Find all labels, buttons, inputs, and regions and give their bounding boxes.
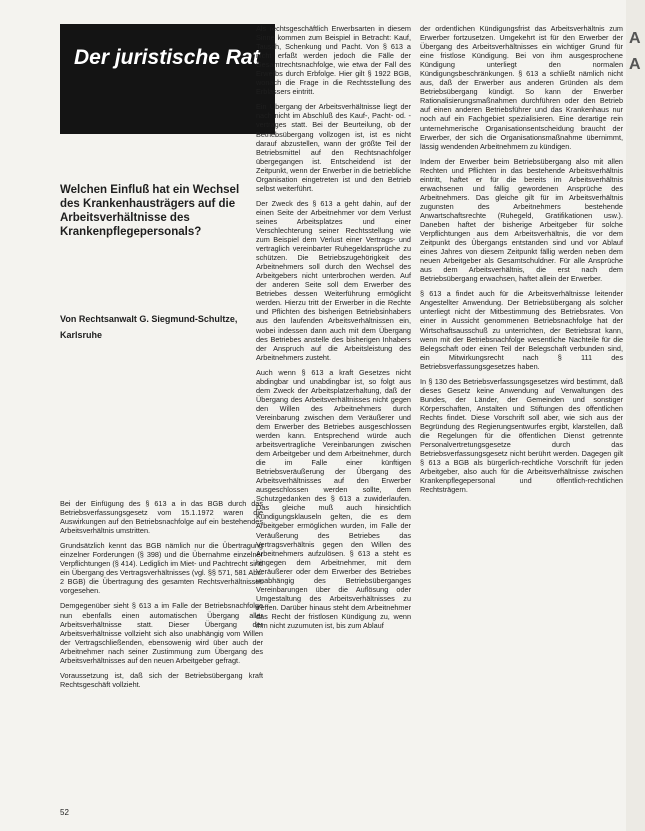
paragraph: In § 130 des Betriebsverfassungsgesetzes wird bestimmt, daß dieses Gesetz keine Anwendung auf Verwaltungen des Bundes, der Länder, der Gemeinden und sonstiger Körperschaften, Anstalten und Stiftungen des öffentlichen Rechts findet. Diese Vorschrift soll aber, wie sich aus der Begründung des Regierungsentwurfes ergibt, klarstellen, daß die Regelungen für die öffentlichen Dienst getrennte Personalvertretungsgesetze durch das Betriebsverfassungsgesetz nicht berührt werden. Dagegen gilt § 613 a BGB als bürgerlich-rechtliche Vorschrift für jeden Arbeitgeber, also auch für die Arbeitsverhältnisse zwischen Krankenpflegepersonal und öffentlich-rechtlichen Rechtsträgern. [420,376,623,495]
edge-letter: A [629,56,641,73]
column-title: Der juristische Rat [74,46,260,69]
paragraph: Als rechtsgeschäftlich Erwerbsarten in diesem Sinne kommen zum Beispiel in Betracht: Kauf, Tausch, Schenkung und Pacht. Von § 613 a nicht erfaßt werden jedoch die Fälle der Gesamtrechtsnachfolge, wie etwa der Fall des Erwerbs durch Erbfolge. Hier gilt § 1922 BGB, wonach die Frage in die Rechtsstellung des Erblassers eintritt. [256,24,411,97]
paragraph: Bei der Einfügung des § 613 a in das BGB durch das Betriebsverfassungsgesetz vom 15.1.1972 waren die Auswirkungen auf den Betriebsnachfolge auf ein bestehendes Arbeitsverhältnis umstritten. [60,499,263,536]
paragraph: Ein Übergang der Arbeitsverhältnisse liegt der nach nicht im Abschluß des Kauf-, Pacht- od. -vertrages statt. Bei der Beurteilung, ob der Betriebsübergang vollzogen ist, ist es nicht darauf abzustellen, wann der größte Teil der Betriebsmittel auf den Rechtsnachfolger übergegangen ist. Entscheidend ist der Zeitpunkt, wenn der Erwerber in die betriebliche Organisation eingetreten ist und den Betrieb selbst weiterführt. [256,102,411,193]
author-byline: Von Rechtsanwalt G. Siegmund-Schultze, Karlsruhe [60,314,238,340]
text-column-1 [60,499,263,695]
paragraph: Voraussetzung ist, daß sich der Betriebsübergang kraft Rechtsgeschäft vollzieht. [60,670,263,689]
edge-letter: A [629,30,641,47]
text-column-3 [420,24,623,500]
adjacent-page-edge [626,0,645,831]
paragraph: Demgegenüber sieht § 613 a im Falle der Betriebsnachfolge nun ebenfalls einen automatischen Übergang aller Arbeitsverhältnisse statt. Dieser Übergang der Arbeitsverhältnisse vollzieht sich also unabhängig vom Willen der Vertragschließenden, ebensowenig wird über auch der Arbeitnehmer nach seiner Zustimmung zum Übergang des Arbeitsverhältnisses auf den neuen Arbeitgeber gefragt. [60,601,263,665]
paragraph: Indem der Erwerber beim Betriebsübergang also mit allen Rechten und Pflichten in das bestehende Arbeitsverhältnis eintritt, haftet er für die bereits im Arbeitsverhältnis erwachsenen und fällig gewordenen Ansprüche des Arbeitnehmers. Das gleiche gilt für im Arbeitsverhältnis zugunsten des Arbeitnehmers bestehende Anwartschaftsrechte (Ruhegeld, Gratifikationen usw.). Daneben haftet der bisherige Arbeitgeber für solche Verpflichtungen aus dem Arbeitsverhältnis, die vor dem Zeitpunkt des Übergangs entstanden sind und vor Ablauf eines Jahres von diesem Zeitpunkt fällig werden neben dem neuen Arbeitgeber als Gesamtschuldner. Für alle Ansprüche aus dem Arbeitsverhältnis, die erst nach dem Betriebsübergang erwachsen, haftet allein der Erwerber. [420,156,623,284]
paragraph: Grundsätzlich kennt das BGB nämlich nur die Übertragung einzelner Forderungen (§ 398) und die Übernahme einzelner Verpflichtungen (§ 414). Lediglich im Miet- und Pachtrecht sind ein Übergang des Vertragsverhältnisses (vgl. §§ 571, 581 Abs. 2 BGB) die Übertragung des gesamten Rechtsverhältnisses vorgesehen. [60,541,263,596]
paragraph: Der Zweck des § 613 a geht dahin, auf der einen Seite der Arbeitnehmer vor dem Verlust seines Arbeitsplatzes und einer Verschlechterung seiner Rechtsstellung wie zum Beispiel dem Verlust einer Vertrags- und vertraglich vereinbarter Ruhegeldansprüche zu schützen. Die Betriebszugehörigkeit des Arbeitnehmers soll durch den Wechsel des Arbeitgebers nicht unterbrochen werden. Auf der anderen Seite soll dem Erwerber des Betriebes dessen Weiterführung ermöglicht werden. Hierzu tritt der Erwerber in die Rechte und Pflichten des bisherigen Betriebsinhabers aus den laufenden Arbeitsverhältnissen ein, wobei indessen dann auch mit dem Übergang des Betriebes anstelle des bisherigen Inhabers der Anspruch auf die Arbeitsleistung des Arbeitnehmers zusteht. [256,198,411,362]
article-question: Welchen Einfluß hat ein Wechsel des Krankenhausträgers auf die Arbeitsverhältnisse des Krankenpflegepersonals? [60,184,240,238]
text-column-2 [256,24,411,636]
paragraph: § 613 a findet auch für die Arbeitsverhältnisse leitender Angestellter Anwendung. Der Betriebsübergang als solcher unterliegt nicht der Mitbestimmung des Betriebsrates. Von einer in Aussicht genommenen Betriebsnachfolge hat der Wirtschaftsausschuß zu unterrichten, der Betriebsrat kann, wenn mit der Betriebsnachfolge wesentliche Nachteile für die Belegschaft oder einen Teil der Belegschaft verbunden sind, ein Mitwirkungsrecht nach § 111 des Betriebsverfassungsgesetzes haben. [420,289,623,371]
paragraph: der ordentlichen Kündigungsfrist das Arbeitsverhältnis zum Erwerber fortzusetzen. Umgekehrt ist für den Erwerber der Übergang des Arbeitsverhältnisses ein wichtiger Grund für eine fristlose Kündigung. Bei von ihm ausgesprochene Kündigung unterliegt den normalen Kündigungsbeschränkungen. § 613 a schließt nämlich nicht aus, daß der Erwerber aus anderen Gründen als dem Betriebsübergang kündigt. So kann der Erwerber Rationalisierungsmaßnahmen durchführen oder den Betrieb auf einen anderen Betriebsführer und das Krankenhaus nur noch auf ein Fachgebiet spezialisieren. Eine derartige rein unternehmerische Organisationsentscheidung braucht der Erwerber, der sich die Organisationsmaßnahme übernimmt, lässig wendenden Arbeitnehmern zu kündigen. [420,24,623,151]
paragraph: Auch wenn § 613 a kraft Gesetzes nicht abdingbar und unabdingbar ist, so folgt aus dem Zweck der Arbeitsplatzerhaltung, daß der Übergang des Arbeitsverhältnisses nicht gegen den Willen des Arbeitnehmers durch Vereinbarung zwischen dem Veräußerer und dem Erwerber des Betriebes ausgeschlossen werden kann. Entsprechend würde auch arbeitsvertragliche Vereinbarungen zwischen dem Arbeitgeber und dem Arbeitnehmer, durch die im Falle einer künftigen Betriebsveräußerung der Übergang des Arbeitsverhältnisses auf den Erwerber ausgeschlossen werden sollte, dem Schutzgedanken des § 613 a zuwiderlaufen. Das gleiche muß auch hinsichtlich Kündigungsklauseln gelten, die es dem Arbeitgeber ermöglichen wurden, im Falle der Veräußerung des Betriebes das Vertragsverhältnis gegen den Willen des Arbeitnehmers aufzulösen. § 613 a steht es hingegen dem Arbeitnehmer, mit dem Veräußerer oder dem Erwerber des Betriebes unabhängig des Betriebsüberganges Vereinbarungen über die Auflösung oder Umgestaltung des Arbeitsverhältnisses zu treffen. Darüber hinaus steht dem Arbeitnehmer das Recht der fristlosen Kündigung zu, wenn ihm nicht zuzumuten ist, bis zum Ablauf [256,367,411,630]
page-number: 52 [60,808,69,817]
column-header-box [60,24,275,134]
